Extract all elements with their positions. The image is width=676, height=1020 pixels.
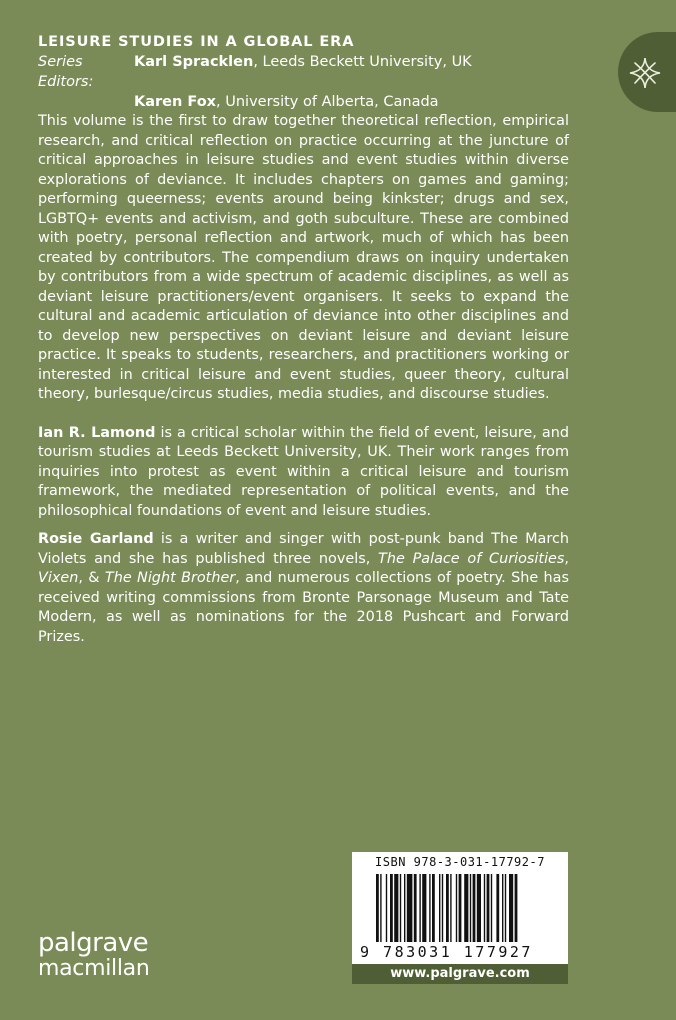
series-header [38,32,598,112]
publisher-logo [38,930,168,982]
barcode-box [352,852,568,964]
isbn-digits: 9 783031 177927 [360,943,533,961]
editor-name: Karl Spracklen [134,54,254,70]
blurb-paragraph: This volume is the first to draw together theoretical reflection, empirical research, and critical reflection on practice occurring at the juncture of critical approaches in leisure studies and event studies within diverse explorations of deviance. It includes chapters on games and gaming; performing queerness; events around being kinkster; drugs and sex, LGBTQ+ events and activism, and goth subculture. These are combined with poetry, personal reflection and artwork, much of which has been created by contributors. The compendium draws on inquiry undertaken by contributors from a wide spectrum of academic disciplines, as well as deviant leisure practitioners/event organisers. It seeks to expand the cultural and academic articulation of deviance into other disciplines and to develop new perspectives on deviant leisure and deviant leisure practice. It speaks to students, researchers, and practitioners working or interested in critical leisure and event studies, queer theory, cultural theory, burlesque/circus studies, media studies, and discourse studies. [38,113,569,402]
book-title: The Night Brother [104,570,236,586]
series-editors [38,52,598,112]
bio-text: , & [78,570,105,586]
logo-line1: palgrave [38,928,149,958]
logo-line2: macmillan [38,956,150,981]
book-title: Vixen [38,570,79,586]
author-name: Rosie Garland [38,531,154,547]
book-title: The Palace of Curiosities [378,550,565,567]
editor-name: Karen Fox [134,94,217,110]
isbn-label: ISBN 978-3-031-17792-7 [375,855,545,869]
editors-label: Series Editors: [38,54,94,90]
bio-text: is a critical scholar within the field of event, leisure, and tourism studies at Leeds Beckett University, UK. Their work ranges from inquiries into protest as event within a critical leisure and tourism framework, the mediated representation of political events, and the philosophical foundations of event and leisure studies. [38,424,569,519]
bio-text: is a writer and singer with post-punk band The March Violets and she has published three novels, [38,531,569,567]
publisher-tab [618,32,676,112]
back-cover-text [38,112,569,647]
author-bio-garland [38,530,569,647]
bio-text: , [564,550,569,567]
editor-affiliation: , University of Alberta, Canada [216,94,439,110]
bio-text: , and numerous collections of poetry. She has received writing commissions from Bronte Parsonage Museum and Tate Modern, as well as nominations for the 2018 Pushcart and Forward Prizes. [38,570,569,645]
springer-star-icon [628,56,662,90]
editor-affiliation: , Leeds Beckett University, UK [253,54,472,70]
publisher-url: www.palgrave.com [352,964,568,984]
series-title: LEISURE STUDIES IN A GLOBAL ERA [38,34,355,50]
author-bio-lamond [38,424,569,522]
barcode-icon [376,874,548,942]
author-name: Ian R. Lamond [38,424,156,441]
